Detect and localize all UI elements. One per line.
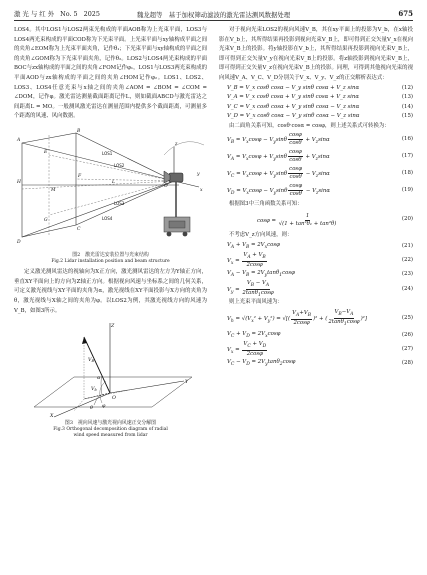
figure-2-caption bbox=[14, 252, 207, 265]
label-y: y bbox=[197, 171, 200, 177]
eq-number: (23) bbox=[401, 271, 413, 278]
equation-26: $V_C + V_D = 2V_x\cos\varphi$ (26) bbox=[227, 330, 413, 339]
eq-number: (22) bbox=[401, 257, 413, 264]
eq-number: (27) bbox=[401, 346, 413, 353]
eq-number: (28) bbox=[401, 360, 413, 367]
label-L: L bbox=[112, 179, 115, 185]
eq-number: (19) bbox=[401, 187, 413, 194]
label-LOS4: LOS4 bbox=[102, 215, 113, 221]
figure-caption-en: Fig.3 Orthogonal decomposition diagram of radial bbox=[53, 427, 168, 433]
label-phi: φ bbox=[102, 404, 106, 410]
label-O: O bbox=[164, 183, 168, 189]
equation-24: $V_y$ = $\frac{V_B - V_A}{2\tan\theta_1\cos\varphi}$ (24) bbox=[227, 279, 413, 299]
equation-22: $V_x$ = $\frac{V_A + V_B}{2\cos\varphi}$ (22) bbox=[227, 252, 413, 269]
eq-number: (17) bbox=[401, 153, 413, 160]
equation-20: cosφ = $\frac{1}{\text{√(1 + tan²θ₁ + tan²θ)}}$ (20) bbox=[257, 212, 413, 227]
eq-number: (16) bbox=[401, 136, 413, 143]
eq-lhs: V_C bbox=[227, 103, 238, 110]
label-x: x bbox=[200, 187, 203, 193]
figure-2 bbox=[14, 125, 207, 251]
equation-21: $V_A + V_B = 2V_x\cos\varphi$ (21) bbox=[227, 241, 413, 250]
equation-18: $V_C = V_x\cos\varphi + V_y\sin\theta$ $\frac{\cos\varphi}{\cos\theta}$ − $V_z\sin\alpha$ (18) bbox=[227, 166, 413, 181]
label-alpha: α bbox=[97, 376, 101, 382]
equation-17: $V_A = V_x\cos\varphi + V_y\sin\theta$ $\frac{\cos\varphi}{\cos\theta}$ + $V_z\sin\alpha$ (17) bbox=[227, 149, 413, 164]
figure-caption-cn: 图3 视向风速与激光视向风速正交分解图 bbox=[64, 420, 157, 427]
page-number: 675 bbox=[398, 9, 413, 18]
label-LOS2: LOS2 bbox=[114, 162, 125, 168]
eq-number: (20) bbox=[401, 216, 413, 223]
equation-13 bbox=[219, 93, 413, 103]
figure-3 bbox=[14, 319, 207, 419]
label-O-origin: O bbox=[112, 396, 116, 402]
journal-issue: No. 5 bbox=[60, 10, 78, 18]
eq-rhs: = V_x cosθ cosα − V_y sinθ cosα − V_z sinα bbox=[239, 113, 360, 120]
journal-name: 激 光 与 红 外 bbox=[14, 10, 55, 18]
eq-number: (15) bbox=[401, 113, 413, 120]
label-D: D bbox=[17, 239, 21, 245]
wind-decomposition-diagram bbox=[14, 319, 207, 419]
label-X-axis: X bbox=[50, 414, 54, 420]
label-B: B bbox=[77, 128, 81, 134]
label-LOS1: LOS1 bbox=[102, 150, 113, 156]
label-theta: θ bbox=[90, 406, 93, 412]
label-F: F bbox=[78, 173, 82, 179]
equation-14 bbox=[219, 103, 413, 113]
eq-number: (24) bbox=[401, 285, 413, 292]
figure-caption-en: Fig.2 Lidar installation position and beam structure bbox=[51, 258, 170, 264]
equation-28: $V_C - V_D = 2V_y\tan\theta_2\cos\varphi$ (28) bbox=[227, 359, 413, 368]
eq-lhs: V_A bbox=[227, 94, 238, 101]
article-running-title: 魏龙超等 基于加权筛动滤波的激光雷达测风数据处理 bbox=[136, 11, 291, 19]
label-Z-axis: Z bbox=[111, 324, 115, 330]
body-paragraph: 根据图3中三角函数关系可知： bbox=[229, 200, 303, 207]
equation-15 bbox=[219, 112, 413, 122]
equation-23: $V_A - V_B = 2V_y\tan\theta_1\cos\varphi$ (23) bbox=[227, 270, 413, 279]
equation-19: $V_D = V_x\cos\varphi - V_y\sin\theta$ $\frac{\cos\varphi}{\cos\theta}$ − $V_z\sin\alpha$ (19) bbox=[227, 183, 413, 198]
label-LOS3: LOS3 bbox=[114, 200, 125, 206]
eq-number: (21) bbox=[401, 242, 413, 249]
lidar-beam-diagram bbox=[14, 125, 207, 251]
figure-caption-en: wind speed measured from lidar bbox=[73, 433, 148, 439]
body-paragraph: 不考虑V_z方向风速，则： bbox=[229, 232, 293, 239]
label-H: H bbox=[17, 179, 21, 185]
eq-rhs: = V_x cosθ cosα + V_y sinθ cosα + V_z sinα bbox=[239, 94, 360, 101]
eq-lhs: V_B bbox=[227, 84, 238, 91]
journal-year: 2025 bbox=[83, 10, 100, 18]
eq-lhs: V_D bbox=[227, 113, 238, 120]
label-C: C bbox=[77, 226, 81, 232]
body-paragraph: LOS4。其中LOS1与LOS2两束光构成的平面AOB称为上光束平面，LOS3与LOS4两光束构成的平面COD称为下光束平面。上光束平面与xy轴构成平面之间的夹角∠EOM称为上光束平面夹角，记作θ₁；下光束平面与xy轴构成的平面之间的夹角∠GOM称为下光束平面夹角，记作θ₂。LOS2与LOS4两光束构成的平面BOC与zx轴构成的平面之间的夹角∠FOM记作φ₁，LOS1与LOS3两光束构成的平面AOD与zx轴构成的平面之间的夹角∠HOM记作φ₂。LOS1、LOS2、LOS3、LOS4任意光束与x轴之间的夹角∠AOM = ∠BOM = ∠COM = ∠DOM，记作φ。激光雷达测量截面距离记作L，则如截面ABCD与激光雷达之间距离L = MO。一般测风激光雷达在测量范围内提供多个截面距离，可测量多个距离的风速、风向数据。 bbox=[14, 27, 207, 120]
eq-rhs: = V_x cosθ cosα + V_y sinθ cosα − V_z sinα bbox=[239, 103, 360, 110]
eq-number: (14) bbox=[401, 103, 413, 110]
label-M: M bbox=[51, 187, 56, 193]
eq-number: (26) bbox=[401, 331, 413, 338]
equation-25: $V_h = √(V_x^2 + V_y^2)$ = √[( $\frac{V_A+V_B}{2\cos\varphi}$ )² + ( $\frac{V_B-V_A}{2\tan\theta_1\cos\varphi}$ )²] (25) bbox=[227, 309, 413, 328]
equation-27: $V_x$ = $\frac{V_C + V_D}{2\cos\varphi}$ (27) bbox=[227, 341, 413, 358]
label-A: A bbox=[17, 137, 21, 143]
figure-3-caption bbox=[14, 420, 207, 439]
left-column bbox=[14, 26, 207, 443]
label-G: G bbox=[44, 217, 48, 223]
label-z: z bbox=[175, 141, 178, 147]
body-paragraph: 则上光束平面风速为： bbox=[229, 299, 283, 306]
eq-number: (13) bbox=[401, 94, 413, 101]
eq-rhs: = V_x cosθ cosα − V_y sinθ cosα + V_z sinα bbox=[239, 84, 360, 91]
eq-number: (25) bbox=[401, 314, 413, 321]
body-paragraph: 定义激光测风雷达的视轴向为X正方向，激光测风雷达的左方为Y轴正方向，垂直XY平面向上的方向为Z轴正方向。根据视向风速与坐标系之间的几何关系，可定义激光视线与XY平面的夹角为α，激光视线在XY平面投影与X方向的夹角为θ，激光视线与X轴之间的夹角为φ。以LOS2为例，其激光视线方向的风速为V_B，如图3所示。 bbox=[14, 269, 207, 314]
body-paragraph: 由二面角关系可知，cosθ·cosα = cosφ，则上述关系式可转换为： bbox=[229, 122, 390, 129]
label-Y-axis: Y bbox=[185, 380, 189, 386]
right-column bbox=[219, 26, 413, 370]
page-header bbox=[14, 9, 413, 21]
eq-number: (12) bbox=[401, 84, 413, 91]
label-E: E bbox=[44, 149, 48, 155]
label-VB: $V_B$ bbox=[88, 358, 94, 364]
label-Vb: $V_b$ bbox=[91, 387, 97, 393]
equation-12 bbox=[219, 84, 413, 94]
body-paragraph: 对于视向光束LOS2的视向风速V_B，其在xy平面上的投影为V_b，在x轴投影在V_b上，其所得结果再投影到视向光束V_B上，即可得到正交矢量V_x在视向光束V_B上的投影。将y轴投影在V_b上，其所得结果再投影到视向光束V_B上，即可得到正交矢量V_y在视向光束V_B上的投影。将z轴投影到视向光束V_B上，即可得到正交矢量V_z在视向光束V_B上的投影。同理，可得到其他视向光束的视向风速V_A、V_C、V_D分别关于V_x、V_y、V_z的正交解析表达式： bbox=[219, 27, 413, 81]
equation-16: $V_B = V_x\cos\varphi - V_y\sin\theta$ $\frac{\cos\varphi}{\cos\theta}$ + $V_z\sin\alpha$ (16) bbox=[227, 132, 413, 147]
figure-caption-cn: 图2 激光雷达安装位置与光束结构 bbox=[72, 251, 149, 258]
eq-number: (18) bbox=[401, 170, 413, 177]
